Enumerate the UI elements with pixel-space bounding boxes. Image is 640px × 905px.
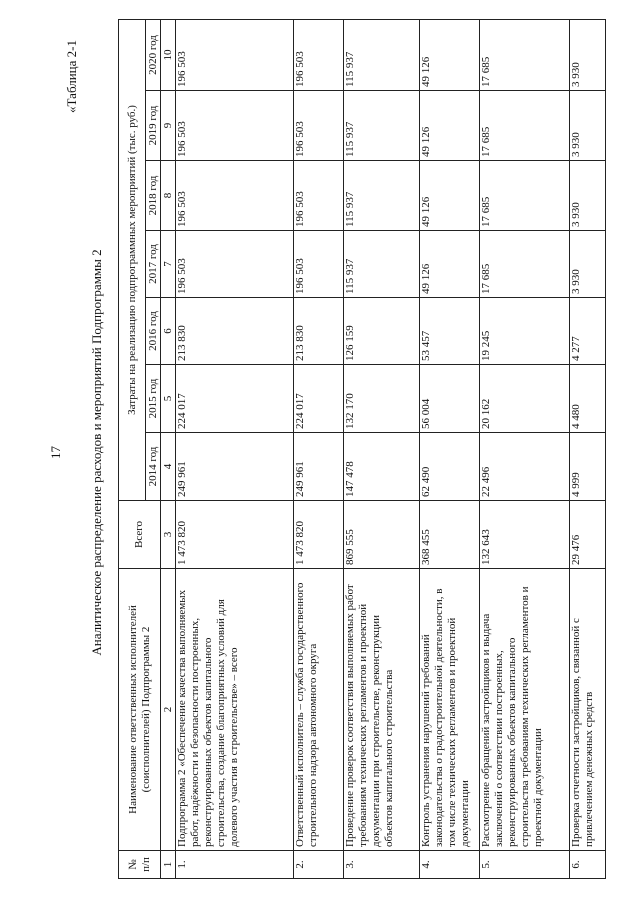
row-value: 62 490 [420,433,480,501]
page-number: 17 [48,446,63,459]
column-number: 10 [161,19,176,90]
row-value: 196 503 [294,91,344,161]
row-name: Ответственный исполнитель – служба государственного строительного надзора автономного округа [294,569,344,851]
row-value: 115 937 [344,161,420,231]
column-number: 2 [161,569,176,851]
row-total: 132 643 [480,501,570,569]
header-costs-group: Затраты на реализацию подпрограммных мероприятий (тыс. руб.) [119,19,146,500]
row-value: 49 126 [420,161,480,231]
document-title: Аналитическое распределение расходов и мероприятий Подпрограммы 2 [89,249,104,656]
row-value: 249 961 [176,433,294,501]
row-value: 213 830 [176,298,294,365]
row-value: 196 503 [176,91,294,161]
row-total: 368 455 [420,501,480,569]
table-row [344,19,420,878]
row-value: 213 830 [294,298,344,365]
table-row [294,19,344,878]
row-value: 19 245 [480,298,570,365]
header-row [119,19,146,878]
header-year: 2017 год [146,231,161,298]
row-value: 196 503 [176,231,294,298]
row-name: Подпрограмма 2 «Обеспечение качества выполняемых работ, надёжности и безопасности построенных, реконструированных объектов капитального строительства, создание благоприятных условий для долевого участия в строительстве» – всего [176,569,294,851]
header-name: Наименование ответственных исполнителей (соисполнителей) Подпрограммы 2 [119,569,161,851]
row-value: 115 937 [344,231,420,298]
row-value: 126 159 [344,298,420,365]
header-num: № п/п [119,851,161,879]
row-total: 29 476 [570,501,606,569]
row-total: 1 473 820 [176,501,294,569]
column-numbers-row [161,19,176,878]
row-value: 53 457 [420,298,480,365]
header-year: 2016 год [146,298,161,365]
row-value: 20 162 [480,365,570,433]
table-row [480,19,570,878]
row-name: Рассмотрение обращений застройщиков и выдача заключений о соответствии построенных, реконструированных объектов капитального строительства требованиям технических регламентов и проектной документации [480,569,570,851]
header-year: 2018 год [146,161,161,231]
row-num: 3. [344,851,420,879]
header-total: Всего [119,501,161,569]
column-number: 7 [161,231,176,298]
row-value: 17 685 [480,91,570,161]
row-num: 2. [294,851,344,879]
row-value: 196 503 [294,231,344,298]
row-value: 224 017 [176,365,294,433]
column-number: 8 [161,161,176,231]
table-row [570,19,606,878]
row-value: 196 503 [294,161,344,231]
row-value: 17 685 [480,231,570,298]
row-name: Проведение проверок соответствия выполняемых работ требованиям технических регламентов и проектной документации при строительстве, реконструкции объектов капитального строительства [344,569,420,851]
column-number: 9 [161,91,176,161]
row-name: Контроль устранения нарушений требований законодательства о градостроительной деятельности, в том числе технических регламентов и проектной документации [420,569,480,851]
table-number: «Таблица 2-1 [64,40,79,113]
row-value: 49 126 [420,91,480,161]
row-value: 17 685 [480,19,570,90]
row-value: 196 503 [176,161,294,231]
row-total: 869 555 [344,501,420,569]
row-value: 4 277 [570,298,606,365]
header-year: 2014 год [146,433,161,501]
row-value: 4 480 [570,365,606,433]
row-num: 1. [176,851,294,879]
row-value: 147 478 [344,433,420,501]
column-number: 6 [161,298,176,365]
expenses-table [118,19,606,879]
row-value: 132 170 [344,365,420,433]
row-num: 5. [480,851,570,879]
table-row [420,19,480,878]
row-value: 224 017 [294,365,344,433]
table-row [176,19,294,878]
row-value: 196 503 [294,19,344,90]
header-year: 2019 год [146,91,161,161]
header-year: 2020 год [146,19,161,90]
column-number: 1 [161,851,176,879]
row-value: 249 961 [294,433,344,501]
row-value: 115 937 [344,19,420,90]
row-value: 17 685 [480,161,570,231]
row-num: 4. [420,851,480,879]
column-number: 5 [161,365,176,433]
column-number: 4 [161,433,176,501]
row-value: 56 004 [420,365,480,433]
row-value: 3 930 [570,161,606,231]
row-value: 3 930 [570,231,606,298]
row-num: 6. [570,851,606,879]
row-value: 196 503 [176,19,294,90]
row-value: 3 930 [570,19,606,90]
header-year: 2015 год [146,365,161,433]
row-total: 1 473 820 [294,501,344,569]
row-value: 115 937 [344,91,420,161]
column-number: 3 [161,501,176,569]
row-name: Проверка отчетности застройщиков, связанной с привлечением денежных средств [570,569,606,851]
row-value: 49 126 [420,19,480,90]
row-value: 4 999 [570,433,606,501]
row-value: 22 496 [480,433,570,501]
row-value: 3 930 [570,91,606,161]
row-value: 49 126 [420,231,480,298]
